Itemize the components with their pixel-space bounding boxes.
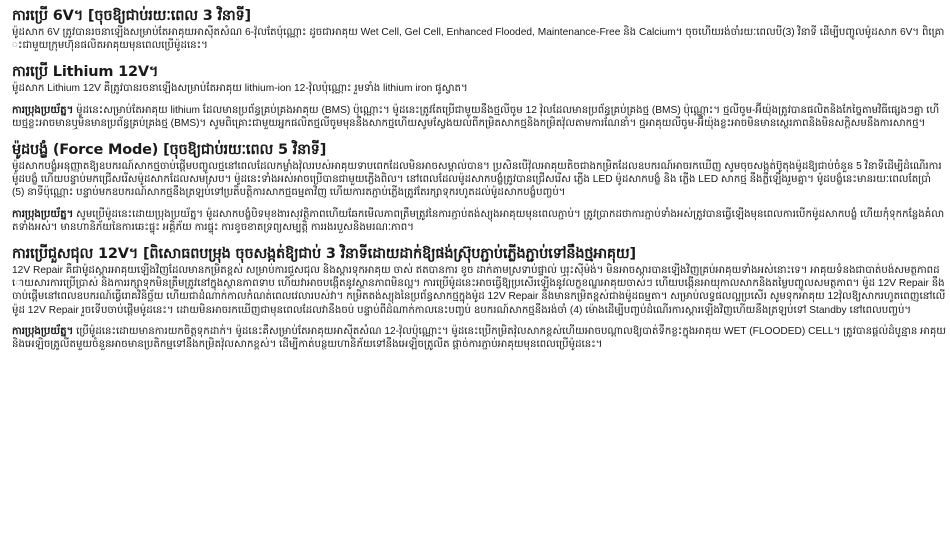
warning-label: ការប្រុងប្រយ័ត្ន។ bbox=[12, 325, 74, 337]
warning-label: ការប្រុងប្រយ័ត្ន។ bbox=[12, 208, 74, 220]
warning-text: ម៉ូដនេះសម្រាប់តែអាគុយ lithium ដែលមានប្រព័ន្ធគ្រប់គ្រងអាគុយ (BMS) ប៉ុណ្ណោះ។ ម៉ូដនេះត្រូវតែប្រើជាមួយនឹងថ្មលីចូម 12 វ៉ុលដែលមានប្រព័ន្ធគ្រប់គ្រងថ្ម (BMS) ប៉ុណ្ណោះ។ ថ្មលីចូម-អ៊ីយ៉ុងត្រូវបានផលិតនិងកែច្នៃតាមវិធីផ្សេងៗគ្នា ហើយថ្មខ្លះអាចមានឬមិនមានប្រព័ន្ធគ្រប់គ្រងថ្ម (BMS)។ សូមពិគ្រោះជាមួយអ្នកផលិតថ្មលីចូមមុននឹងសាកថ្មហើយសូមស្វែងយល់ពីកម្រិតសាកថ្មនិងកម្រិតវ៉ុលតាមការណែនាំ។ ថ្មអាគុយលីចូម-អ៊ីយ៉ុងខ្លះអាចមិនមានស្ថេរភាពនិងមិនសក្តិសមនឹងការសាកថ្ម។ bbox=[12, 104, 940, 129]
section-body: ម៉ូដសាក Lithium 12V គឺត្រូវបានរចនាឡើងសម្រាប់តែអាគុយ lithium-ion 12-វ៉ុលប៉ុណ្ណោះ រួមទាំង lithium iron ផូស្វាត។ bbox=[12, 83, 468, 95]
section-heading: ការប្រើជួសជុល 12V។ [ពិសោធពបម្រុង ចុចសង្កត់ឱ្យជាប់ 3 វិនាទីដោយដាក់ឱ្យផង់ស៊្រុបភ្ជាប់ភ្លើងភ្ជាប់ទៅនឹងថ្មអាគុយ] bbox=[12, 246, 636, 263]
warning-force-mode bbox=[12, 208, 946, 234]
section-heading: ម៉ូដបង្ខំ (Force Mode) [ចុចឱ្យជាប់រយៈពេល 5 វិនាទី] bbox=[12, 142, 327, 159]
section-lithium bbox=[12, 62, 946, 95]
warning-repair bbox=[12, 325, 946, 351]
section-body: ម៉ូដសាក 6V ត្រូវបានរចនាឡើងសម្រាប់តែអាគុយអាស៊ីតសំណ 6-វ៉ុលតែប៉ុណ្ណោះ ដូចជាអាគុយ Wet Cell, Gel Cell, Enhanced Flooded, Maintenance-Free និង Calcium។ ចុចហើយរង់ចាំរយៈពេលបី(3) វិនាទី ដើម្បីបញ្ចូលម៉ូដសាក 6V។ ពិគ្រោះជាមួយក្រុមហ៊ុនផលិតអាគុយមុនពេលប្រើម៉ូដនេះ។ bbox=[12, 27, 945, 52]
section-body: 12V Repair គឺជាម៉ូដស្តារអាគុយឡើងវិញដែលមានកម្រិតខ្ពស់ សម្រាប់ការជួសជុល និងស្តារទុកអាគុយ ចាស់ ឥតបានការ ខូច ដាក់តាមស្រទាប់ផ្ទាល់ ឬរុះស៊ីម៉ង់។ មិនអាចស្តារបានឡើងវិញគ្រប់អាគុយទាំងអស់នោះទេ។ អាគុយទំនងជាបាត់បង់សមត្ថភាពដោយសារការប្រើប្រាស់ និងការរក្សាទុកមិនត្រឹមត្រូវនៅក្នុងស្ថានភាពទាប ហើយវាអាចបង្កើតនូវស្ថានភាពមិនល្អ។ ការប្រើម៉ូដនេះអាចធ្វើឱ្យប្រសើរឡើងនូវលក្ខខណ្ឌអាគុយចាស់ៗ ហើយបង្កើនអាយុកាលសាកនិងតម្លៃបញ្ចូលសមត្ថភាព។ ម៉ូដ 12V Repair នឹងចាប់ផ្តើមនៅពេលឧបករណ៍ធ្វើរោគវិនិច្ឆ័យ ហើយជាដំណាក់កាលកំណត់ពេលវេលារបស់វា។ កម្រិតតង់ស្យុងនៃប្រព័ន្ធសាកថ្មក្នុងម៉ូដ 12V Repair នឹងមានកម្រិតខ្ពស់ជាងម៉ូដធម្មតា។ សម្រាប់លទ្ធផលល្អប្រសើរ សូមទុកអាគុយ 12វ៉ុលឱ្យសាករហូតពេញនៅលើម៉ូដ 12V Repair រួចទើបចាប់ផ្តើមម៉ូដនេះ។ ដោយមិនអាចរកឃើញជាមុនពេលដែលវានឹងចប់ បន្ទាប់ពីដំណាក់កាលនេះបញ្ចប់ ឧបករណ៍សាកថ្មនឹងរង់ចាំ (4) ម៉ោងដើម្បីបញ្ចប់ដំណើរការស្តារឡើងវិញហើយនឹងត្រឡប់ទៅ Standby នៅពេលបញ្ចប់។ bbox=[12, 265, 946, 316]
section-repair bbox=[12, 244, 946, 317]
warning-text: ប្រើម៉ូដនេះដោយមានការយកចិត្តទុកដាក់។ ម៉ូដនេះគឺសម្រាប់តែអាគុយអាស៊ីតសំណ 12-វ៉ុលប៉ុណ្ណោះ។ ម៉ូដនេះប្រើកម្រិតវ៉ុលសាកខ្ពស់ហើយអាចបណ្តាលឱ្យបាត់ទឹកខ្លះក្នុងអាគុយ WET (FLOODED) CELL។ ត្រូវបានផ្តល់ដំបូន្មាន អាគុយនិងអេឡិចត្រូលីតមួយចំនួនអាចមានប្រតិកម្មទៅនឹងកម្រិតវ៉ុលសាកខ្ពស់។ ដើម្បីកាត់បន្ថយហានិភ័យទៅនឹងអេឡិចត្រូលីត ផ្តាច់ការភ្ជាប់អាគុយមុនពេលប្រើម៉ូដនេះ។ bbox=[12, 325, 947, 351]
section-6v bbox=[12, 6, 946, 52]
section-heading: ការប្រើ 6V។ [ចុចឱ្យជាប់រយៈពេល 3 វិនាទី] bbox=[12, 8, 251, 24]
warning-paragraph bbox=[12, 325, 946, 351]
warning-label: ការប្រុងប្រយ័ត្ន។ bbox=[12, 104, 74, 116]
section-heading: ការប្រើ Lithium 12V។ bbox=[12, 64, 159, 81]
warning-text: សូមប្រើម៉ូដនេះដោយប្រុងប្រយ័ត្ន។ ម៉ូដសាកបង្ខំបិទមុខងារសុវត្ថិភាពហើយឆែកមើលភាពត្រឹមត្រូវនៃការភ្ជាប់តង់ស្យុងអាគុយមុនពេលភ្ជាប់។ ត្រូវប្រាកដថាការភ្ជាប់ទាំងអស់ត្រូវបានធ្វើឡើងមុនពេលការបើកម៉ូដសាកបង្ខំ ហើយកុំទុកកន្លែងគំលាតទាំងអស់។ មានហានិភ័យនៃការឆេះផ្ទុះ អគ្គិភ័យ ការផ្ទុះ ការខូចខាតទ្រព្យសម្បត្តិ ការរងរបួសនិងមរណៈភាព។ bbox=[12, 208, 945, 233]
section-force-mode bbox=[12, 140, 946, 200]
warning-paragraph bbox=[12, 104, 946, 130]
section-body: ម៉ូដសាកបង្ខំអនុញ្ញាតឱ្យឧបករណ៍សាកថ្មចាប់ផ្តើមបញ្ចូលថ្មនៅពេលដែលកម្លាំងវ៉ុលរបស់អាគុយទាបពេកដែលមិនអាចសម្គាល់បាន។ ប្រសិនបើវ៉ុលអាគុយតិចជាងកម្រិតដែលឧបករណ៍អាចរកឃើញ សូមចុចសង្កត់ប៊ូតុងម៉ូដឱ្យជាប់ចំនួន 5 វិនាទីដើម្បីដំណើរការម៉ូដបង្ខំ ហើយបន្ទាប់មកជ្រើសរើសម៉ូដសាកដែលសមស្រប។ ម៉ូដនេះទាំងអស់អាចប្រើបានជាមួយភ្លើងពិល។ នៅពេលដែលម៉ូដសាកបង្ខំត្រូវបានជ្រើសរើស ភ្លើង LED ម៉ូដសាកបង្ខំ និង ភ្លើង LED សាកថ្ម នឹងភ្លឺឡើងរួមគ្នា។ ម៉ូដបង្ខំនេះមានរយៈពេលតែប្រាំ (5) នាទីប៉ុណ្ណោះ បន្ទាប់មកឧបករណ៍សាកថ្មនឹងត្រឡប់ទៅប្រតិបត្តិការសាកថ្មធម្មតាវិញ ហើយការតភ្ជាប់ភ្លើងត្រូវតែរក្សាទុករហូតដល់ម៉ូដសាកបង្ខំបញ្ចប់។ bbox=[12, 161, 942, 199]
warning-lithium bbox=[12, 104, 946, 130]
warning-paragraph bbox=[12, 208, 946, 234]
